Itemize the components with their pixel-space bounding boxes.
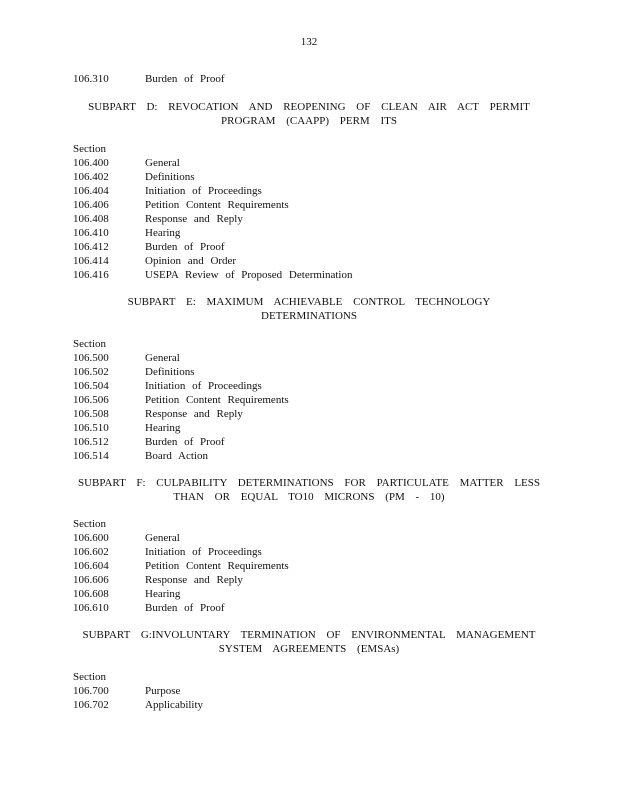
section-title: Hearing xyxy=(145,422,181,434)
section-number: 106.504 xyxy=(73,380,109,392)
section-number: 106.508 xyxy=(73,408,109,420)
section-number: 106.604 xyxy=(73,560,109,572)
section-title: Definitions xyxy=(145,366,195,378)
section-label: Section xyxy=(73,671,106,683)
section-number: 106.510 xyxy=(73,422,109,434)
heading-line: SUBPART D: REVOCATION AND REOPENING OF CLEAN AIR ACT PERMIT xyxy=(88,101,530,113)
subpart-f-heading xyxy=(40,476,578,504)
section-title: Initiation of Proceedings xyxy=(145,185,262,197)
section-number: 106.700 xyxy=(73,685,109,697)
section-number: 106.400 xyxy=(73,157,109,169)
subpart-e-sections xyxy=(73,337,593,463)
section-title: Response and Reply xyxy=(145,408,243,420)
section-title: General xyxy=(145,352,180,364)
section-title: Burden of Proof xyxy=(145,73,225,85)
page-number: 132 xyxy=(300,36,318,48)
section-title: Petition Content Requirements xyxy=(145,394,289,406)
heading-line: SYSTEM AGREEMENTS (EMSAs) xyxy=(218,643,400,655)
heading-line: DETERMINATIONS xyxy=(261,310,357,322)
section-number: 106.406 xyxy=(73,199,109,211)
section-title: USEPA Review of Proposed Determination xyxy=(145,269,353,281)
section-title: Response and Reply xyxy=(145,574,243,586)
section-number: 106.410 xyxy=(73,227,109,239)
section-number: 106.600 xyxy=(73,532,109,544)
section-number: 106.310 xyxy=(73,73,109,85)
section-number: 106.606 xyxy=(73,574,109,586)
section-number: 106.506 xyxy=(73,394,109,406)
section-number: 106.414 xyxy=(73,255,109,267)
section-title: Hearing xyxy=(145,227,181,239)
section-title: Board Action xyxy=(145,450,208,462)
section-title: Burden of Proof xyxy=(145,436,225,448)
subpart-g-sections xyxy=(73,670,593,712)
top-entry xyxy=(73,72,593,86)
section-title: Response and Reply xyxy=(145,213,243,225)
section-number: 106.514 xyxy=(73,450,109,462)
section-title: Definitions xyxy=(145,171,195,183)
subpart-d-sections xyxy=(73,142,593,282)
section-number: 106.404 xyxy=(73,185,109,197)
section-number: 106.702 xyxy=(73,699,109,711)
section-label: Section xyxy=(73,143,106,155)
section-label: Section xyxy=(73,338,106,350)
section-number: 106.500 xyxy=(73,352,109,364)
section-title: General xyxy=(145,157,180,169)
subpart-g-heading xyxy=(40,628,578,656)
heading-line: SUBPART E: MAXIMUM ACHIEVABLE CONTROL TECHNOLOGY xyxy=(127,296,491,308)
section-number: 106.512 xyxy=(73,436,109,448)
section-title: Petition Content Requirements xyxy=(145,199,289,211)
section-number: 106.412 xyxy=(73,241,109,253)
section-number: 106.608 xyxy=(73,588,109,600)
section-title: Initiation of Proceedings xyxy=(145,546,262,558)
section-title: Burden of Proof xyxy=(145,241,225,253)
section-number: 106.610 xyxy=(73,602,109,614)
section-number: 106.502 xyxy=(73,366,109,378)
section-number: 106.602 xyxy=(73,546,109,558)
section-number: 106.416 xyxy=(73,269,109,281)
heading-line: THAN OR EQUAL TO10 MICRONS (PM - 10) xyxy=(173,491,445,503)
section-label: Section xyxy=(73,518,106,530)
subpart-e-heading xyxy=(40,295,578,323)
section-number: 106.402 xyxy=(73,171,109,183)
subpart-f-sections xyxy=(73,517,593,615)
section-title: Petition Content Requirements xyxy=(145,560,289,572)
section-title: Applicability xyxy=(145,699,204,711)
section-title: Burden of Proof xyxy=(145,602,225,614)
heading-line: PROGRAM (CAAPP) PERM ITS xyxy=(221,115,397,127)
subpart-d-heading xyxy=(40,100,578,128)
section-title: Hearing xyxy=(145,588,181,600)
section-title: Initiation of Proceedings xyxy=(145,380,262,392)
section-title: General xyxy=(145,532,180,544)
section-title: Opinion and Order xyxy=(145,255,237,267)
heading-line: SUBPART G:INVOLUNTARY TERMINATION OF ENVIRONMENTAL MANAGEMENT xyxy=(82,629,536,641)
heading-line: SUBPART F: CULPABILITY DETERMINATIONS FOR PARTICULATE MATTER LESS xyxy=(77,477,541,489)
section-title: Purpose xyxy=(145,685,181,697)
section-number: 106.408 xyxy=(73,213,109,225)
